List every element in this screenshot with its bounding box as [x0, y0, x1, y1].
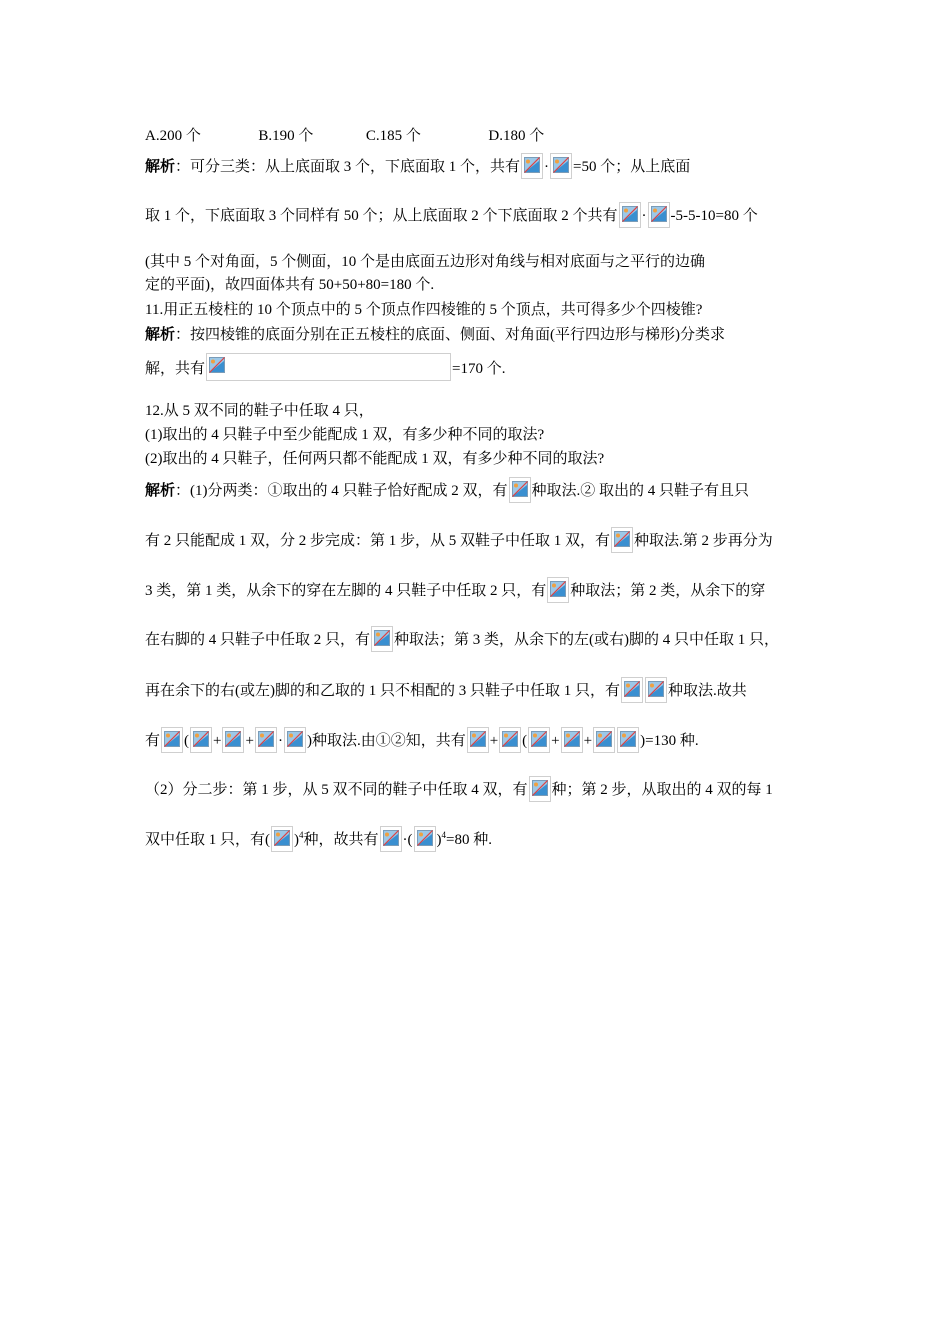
q11-solution-line2: 解，共有 =170 个.: [145, 353, 505, 381]
q12-solution-line2: 有 2 只能配成 1 双，分 2 步完成：第 1 步，从 5 双鞋子中任取 1 双，有 种取法.第 2 步再分为: [145, 527, 773, 553]
q12-solution-line8: 双中任取 1 只，有( )$^4$种，故共有 ·( )$^4$=80 种.: [145, 826, 492, 852]
broken-image-icon: [509, 477, 531, 503]
broken-image-icon: [499, 727, 521, 753]
solution-label: 解析: [145, 327, 176, 343]
broken-image-icon: [222, 727, 244, 753]
broken-image-icon: [547, 577, 569, 603]
broken-image-icon: [621, 677, 643, 703]
broken-image-icon: [271, 826, 293, 852]
broken-image-icon: [521, 153, 543, 179]
broken-image-icon: [284, 727, 306, 753]
broken-image-icon: [161, 727, 183, 753]
solution-label: 解析: [145, 483, 176, 499]
exponent: 4: [299, 830, 304, 840]
broken-image-icon: [414, 826, 436, 852]
q10-solution-line1: 解析：可分三类：从上底面取 3 个，下底面取 1 个，共有 · =50 个；从上底面: [145, 153, 690, 179]
broken-image-icon: [255, 727, 277, 753]
solution-label: 解析: [145, 159, 176, 175]
broken-image-icon: [648, 202, 670, 228]
q12-solution-line5: 再在余下的右(或左)脚的和乙取的 1 只不相配的 3 只鞋子中任取 1 只，有 种取法.故共: [145, 677, 747, 703]
broken-image-icon: [645, 677, 667, 703]
option-c: C.185 个: [365, 128, 421, 144]
exponent: 4: [441, 830, 447, 840]
broken-image-icon: [528, 727, 550, 753]
option-a: A.200 个: [145, 128, 201, 144]
q12-sub1: (1)取出的 4 只鞋子中至少能配成 1 双，有多少种不同的取法?: [145, 427, 545, 443]
broken-image-icon: [206, 353, 451, 381]
broken-image-icon: [593, 727, 615, 753]
q12-solution-line7: （2）分二步：第 1 步，从 5 双不同的鞋子中任取 4 双，有 种；第 2 步，从取出的 4 双的每 1: [145, 776, 773, 802]
broken-image-icon: [611, 527, 633, 553]
q12-solution-line6: 有 ( + + · )种取法.由①②知，共有 + ( + + )=130 种.: [145, 727, 699, 753]
answer-options: [145, 125, 544, 147]
q10-solution-line4: 定的平面)，故四面体共有 50+50+80=180 个.: [145, 277, 435, 293]
q12-solution-line4: 在右脚的 4 只鞋子中任取 2 只，有 种取法；第 3 类，从余下的左(或右)脚的 4 只中任取 1 只，: [145, 626, 779, 652]
q12-solution-line3: 3 类，第 1 类，从余下的穿在左脚的 4 只鞋子中任取 2 只，有 种取法；第 2 类，从余下的穿: [145, 577, 765, 603]
option-b: B.190 个: [258, 128, 314, 144]
q12-sub2: (2)取出的 4 只鞋子，任何两只都不能配成 1 双，有多少种不同的取法?: [145, 451, 605, 467]
q12-solution-line1: 解析：(1)分两类：①取出的 4 只鞋子恰好配成 2 双，有 种取法.② 取出的 4 只鞋子有且只: [145, 477, 749, 503]
broken-image-icon: [190, 727, 212, 753]
option-d: D.180 个: [488, 128, 545, 144]
broken-image-icon: [529, 776, 551, 802]
q11-question: 11.用正五棱柱的 10 个顶点中的 5 个顶点作四棱锥的 5 个顶点，共可得多少个四棱锥?: [145, 302, 703, 318]
broken-image-icon: [619, 202, 641, 228]
q12-question: 12.从 5 双不同的鞋子中任取 4 只，: [145, 403, 374, 419]
broken-image-icon: [561, 727, 583, 753]
broken-image-icon: [617, 727, 639, 753]
broken-image-icon: [371, 626, 393, 652]
q11-solution-line1: 解析：按四棱锥的底面分别在正五棱柱的底面、侧面、对角面(平行四边形与梯形)分类求: [145, 327, 726, 343]
q10-solution-line3: (其中 5 个对角面，5 个侧面，10 个是由底面五边形对角线与相对底面与之平行的边确: [145, 254, 705, 270]
broken-image-icon: [467, 727, 489, 753]
broken-image-icon: [550, 153, 572, 179]
broken-image-icon: [380, 826, 402, 852]
q10-solution-line2: 取 1 个，下底面取 3 个同样有 50 个；从上底面取 2 个下底面取 2 个共有 · -5-5-10=80 个: [145, 202, 758, 228]
